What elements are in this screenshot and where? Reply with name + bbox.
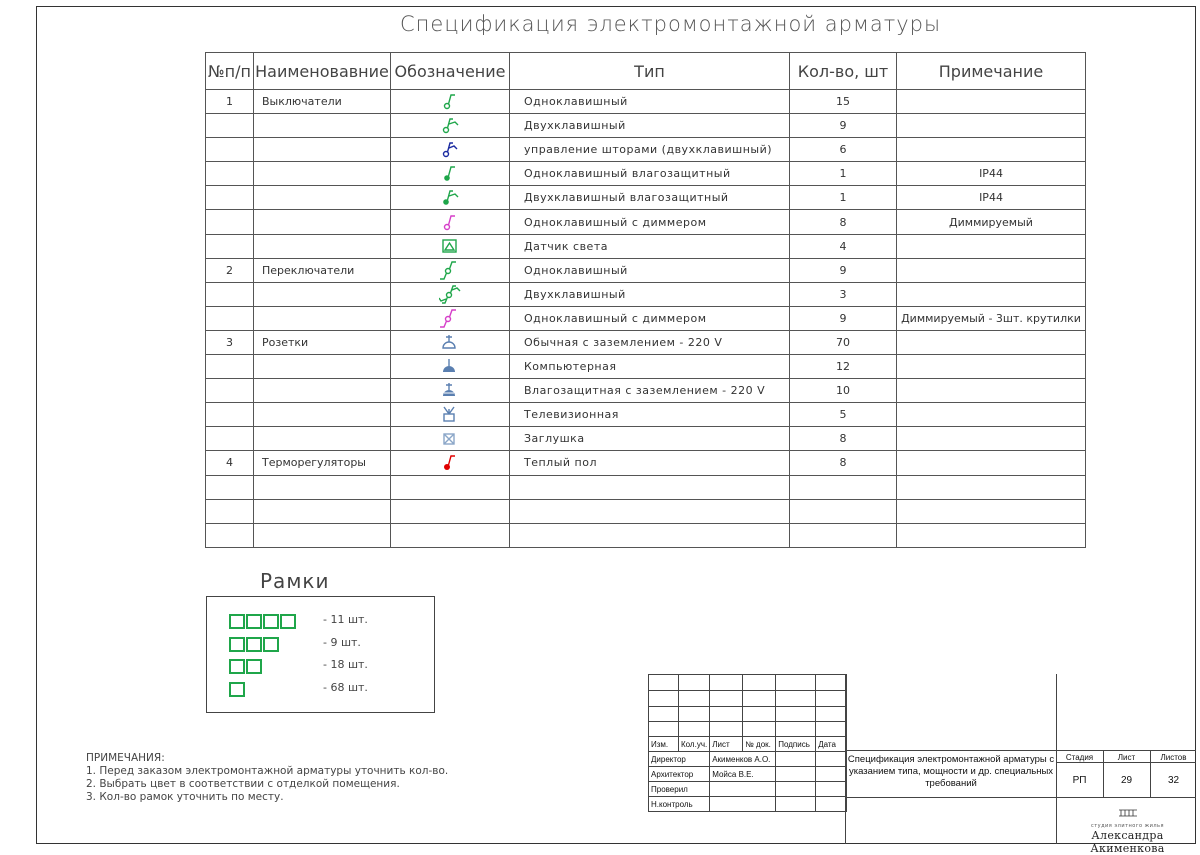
toggle-double-icon [439,285,461,304]
switch-dimmer-icon [439,213,461,232]
table-row [206,499,1086,523]
row-type: Заглушка [510,427,790,451]
frame-count: - 11 шт. [323,613,368,626]
row-num [206,475,254,499]
table-row [206,210,1086,234]
frames-title: Рамки [260,569,330,593]
row-note: Диммируемый - 3шт. крутилки [897,306,1086,330]
table-row [206,186,1086,210]
row-name [254,355,391,379]
row-type: Телевизионная [510,403,790,427]
row-symbol [391,427,510,451]
table-row [206,90,1086,114]
row-qty: 8 [790,210,897,234]
row-num [206,114,254,138]
table-row [206,451,1086,475]
title-block-info [845,674,1196,855]
row-num [206,162,254,186]
frame-slot-icon [263,614,279,629]
table-row [206,162,1086,186]
row-qty: 3 [790,282,897,306]
row-note [897,234,1086,258]
row-type: Одноклавишный влагозащитный [510,162,790,186]
row-name [254,475,391,499]
row-type: Обычная с заземлением - 220 V [510,330,790,354]
row-symbol [391,355,510,379]
table-row [206,234,1086,258]
row-name [254,138,391,162]
row-symbol [391,330,510,354]
note-line: 1. Перед заказом электромонтажной арматуры уточнить кол-во. [86,765,449,777]
row-num: 3 [206,330,254,354]
row-type: Двухклавишный [510,114,790,138]
note-line: 3. Кол-во рамок уточнить по месту. [86,791,284,803]
row-qty: 1 [790,186,897,210]
frame-slot-icon [229,614,245,629]
table-row [206,114,1086,138]
row-symbol [391,451,510,475]
row-num [206,379,254,403]
row-type: Датчик света [510,234,790,258]
row-num [206,186,254,210]
row-symbol [391,186,510,210]
toggle-single-icon [439,261,461,280]
frame-slot-icon [280,614,296,629]
row-name [254,379,391,403]
tb-person [710,782,776,797]
row-qty: 15 [790,90,897,114]
row-note: IP44 [897,186,1086,210]
frame-slot-icon [246,614,262,629]
row-note: Диммируемый [897,210,1086,234]
title-block [648,674,1196,855]
row-num [206,403,254,427]
row-symbol [391,499,510,523]
header-qty: Кол-во, шт [790,53,897,90]
tb-header-doc: № док. [743,737,776,752]
notes [86,752,448,804]
row-name [254,234,391,258]
table-row [206,355,1086,379]
row-num [206,306,254,330]
row-note [897,138,1086,162]
row-name: Терморегуляторы [254,451,391,475]
header-name: Наименовавние [254,53,391,90]
row-num [206,499,254,523]
row-symbol [391,210,510,234]
toggle-dimmer-icon [439,309,461,328]
frames-legend [206,596,435,713]
row-qty [790,523,897,547]
row-qty: 5 [790,403,897,427]
light-sensor-icon [439,237,461,256]
switch-waterproof-single-icon [439,164,461,183]
row-name [254,427,391,451]
tb-header-sign: Подпись [776,737,816,752]
row-num [206,355,254,379]
row-note [897,282,1086,306]
row-type: Двухклавишный влагозащитный [510,186,790,210]
table-row [206,330,1086,354]
notes-heading: ПРИМЕЧАНИЯ: [86,752,165,764]
frame-graphic [229,637,280,651]
row-type [510,475,790,499]
row-symbol [391,379,510,403]
row-qty [790,499,897,523]
row-note [897,427,1086,451]
tb-role: Проверил [649,782,710,797]
row-num [206,234,254,258]
frame-count: - 68 шт. [323,681,368,694]
tb-header-izm: Изм. [649,737,679,752]
logo-title: Александра Акименкова [1090,829,1165,855]
tb-person: Акименков А.О. [710,752,776,767]
row-qty: 10 [790,379,897,403]
header-num: №п/п [206,53,254,90]
row-type: Влагозащитная с заземлением - 220 V [510,379,790,403]
row-qty: 70 [790,330,897,354]
row-name [254,523,391,547]
row-type: Одноклавишный с диммером [510,306,790,330]
row-symbol [391,306,510,330]
tb-header-list: Лист [710,737,743,752]
frame-graphic [229,614,297,628]
table-row [206,379,1086,403]
row-qty: 1 [790,162,897,186]
tb-role: Н.контроль [649,797,710,812]
tb-sheet-label: Лист [1117,753,1136,762]
row-symbol [391,475,510,499]
frame-count: - 9 шт. [323,636,361,649]
row-note [897,355,1086,379]
frame-slot-icon [229,682,245,697]
row-name: Розетки [254,330,391,354]
tb-header-kol: Кол.уч. [679,737,710,752]
row-type [510,499,790,523]
row-note [897,475,1086,499]
row-num: 2 [206,258,254,282]
row-note [897,90,1086,114]
row-symbol [391,114,510,138]
row-note [897,451,1086,475]
row-num [206,210,254,234]
row-name [254,162,391,186]
row-type: Двухклавишный [510,282,790,306]
row-type: Компьютерная [510,355,790,379]
tb-stage-label: Стадия [1065,753,1094,762]
switch-double-icon [439,116,461,135]
row-type: Одноклавишный с диммером [510,210,790,234]
frame-graphic [229,659,263,673]
socket-grounded-icon [439,333,461,352]
switch-single-icon [439,92,461,111]
row-qty: 9 [790,258,897,282]
table-row [206,282,1086,306]
frame-graphic [229,682,246,696]
frame-slot-icon [263,637,279,652]
row-name [254,114,391,138]
row-qty: 9 [790,114,897,138]
row-symbol [391,90,510,114]
row-symbol [391,282,510,306]
row-num [206,282,254,306]
row-num: 4 [206,451,254,475]
row-type [510,523,790,547]
row-symbol [391,403,510,427]
logo-subtitle: студия элитного жилья [1090,823,1165,829]
tb-stage: РП [1072,775,1087,786]
row-note [897,114,1086,138]
row-qty: 8 [790,427,897,451]
row-symbol [391,258,510,282]
row-symbol [391,234,510,258]
page-title: Спецификация электромонтажной арматуры [400,12,942,36]
row-qty: 12 [790,355,897,379]
studio-logo [1058,802,1197,855]
row-note [897,330,1086,354]
table-row [206,306,1086,330]
table-row [206,258,1086,282]
spec-table [205,52,1086,548]
row-note [897,523,1086,547]
row-note [897,258,1086,282]
row-symbol [391,162,510,186]
frame-slot-icon [246,637,262,652]
row-type: Одноклавишный [510,90,790,114]
row-type: управление шторами (двухклавишный) [510,138,790,162]
thermostat-icon [439,453,461,472]
row-name [254,499,391,523]
table-header-row [206,53,1086,90]
table-row [206,475,1086,499]
frame-slot-icon [246,659,262,674]
socket-computer-icon [439,357,461,376]
socket-waterproof-icon [439,381,461,400]
row-symbol [391,138,510,162]
tb-sheets: 32 [1167,775,1180,786]
row-num [206,138,254,162]
row-name [254,186,391,210]
row-qty: 8 [790,451,897,475]
row-type: Теплый пол [510,451,790,475]
row-qty: 6 [790,138,897,162]
table-row [206,403,1086,427]
header-note: Примечание [897,53,1086,90]
title-block-grid [648,674,847,812]
logo-column-icon [1117,809,1139,817]
row-note: IP44 [897,162,1086,186]
frame-slot-icon [229,659,245,674]
header-symbol: Обозначение [391,53,510,90]
socket-tv-icon [439,405,461,424]
row-note [897,499,1086,523]
header-type: Тип [510,53,790,90]
frame-count: - 18 шт. [323,658,368,671]
row-note [897,403,1086,427]
table-row [206,427,1086,451]
row-num [206,427,254,451]
row-qty [790,475,897,499]
tb-description: Спецификация электромонтажной арматуры с указанием типа, мощности и др. специальных требований [847,754,1055,789]
row-qty: 4 [790,234,897,258]
socket-blank-icon [439,429,461,448]
switch-blinds-icon [439,140,461,159]
tb-role: Архитектор [649,767,710,782]
row-name [254,403,391,427]
tb-role: Директор [649,752,710,767]
row-name: Выключатели [254,90,391,114]
row-name [254,306,391,330]
row-type: Одноклавишный [510,258,790,282]
row-name [254,210,391,234]
switch-waterproof-double-icon [439,188,461,207]
row-note [897,379,1086,403]
row-num: 1 [206,90,254,114]
row-qty: 9 [790,306,897,330]
table-row [206,523,1086,547]
row-name: Переключатели [254,258,391,282]
table-row [206,138,1086,162]
tb-header-date: Дата [816,737,847,752]
tb-sheet: 29 [1120,775,1133,786]
frame-slot-icon [229,637,245,652]
row-num [206,523,254,547]
tb-sheets-label: Листов [1160,753,1187,762]
tb-person: Мойса В.Е. [710,767,776,782]
note-line: 2. Выбрать цвет в соответствии с отделкой помещения. [86,778,400,790]
row-name [254,282,391,306]
tb-person [710,797,776,812]
row-symbol [391,523,510,547]
